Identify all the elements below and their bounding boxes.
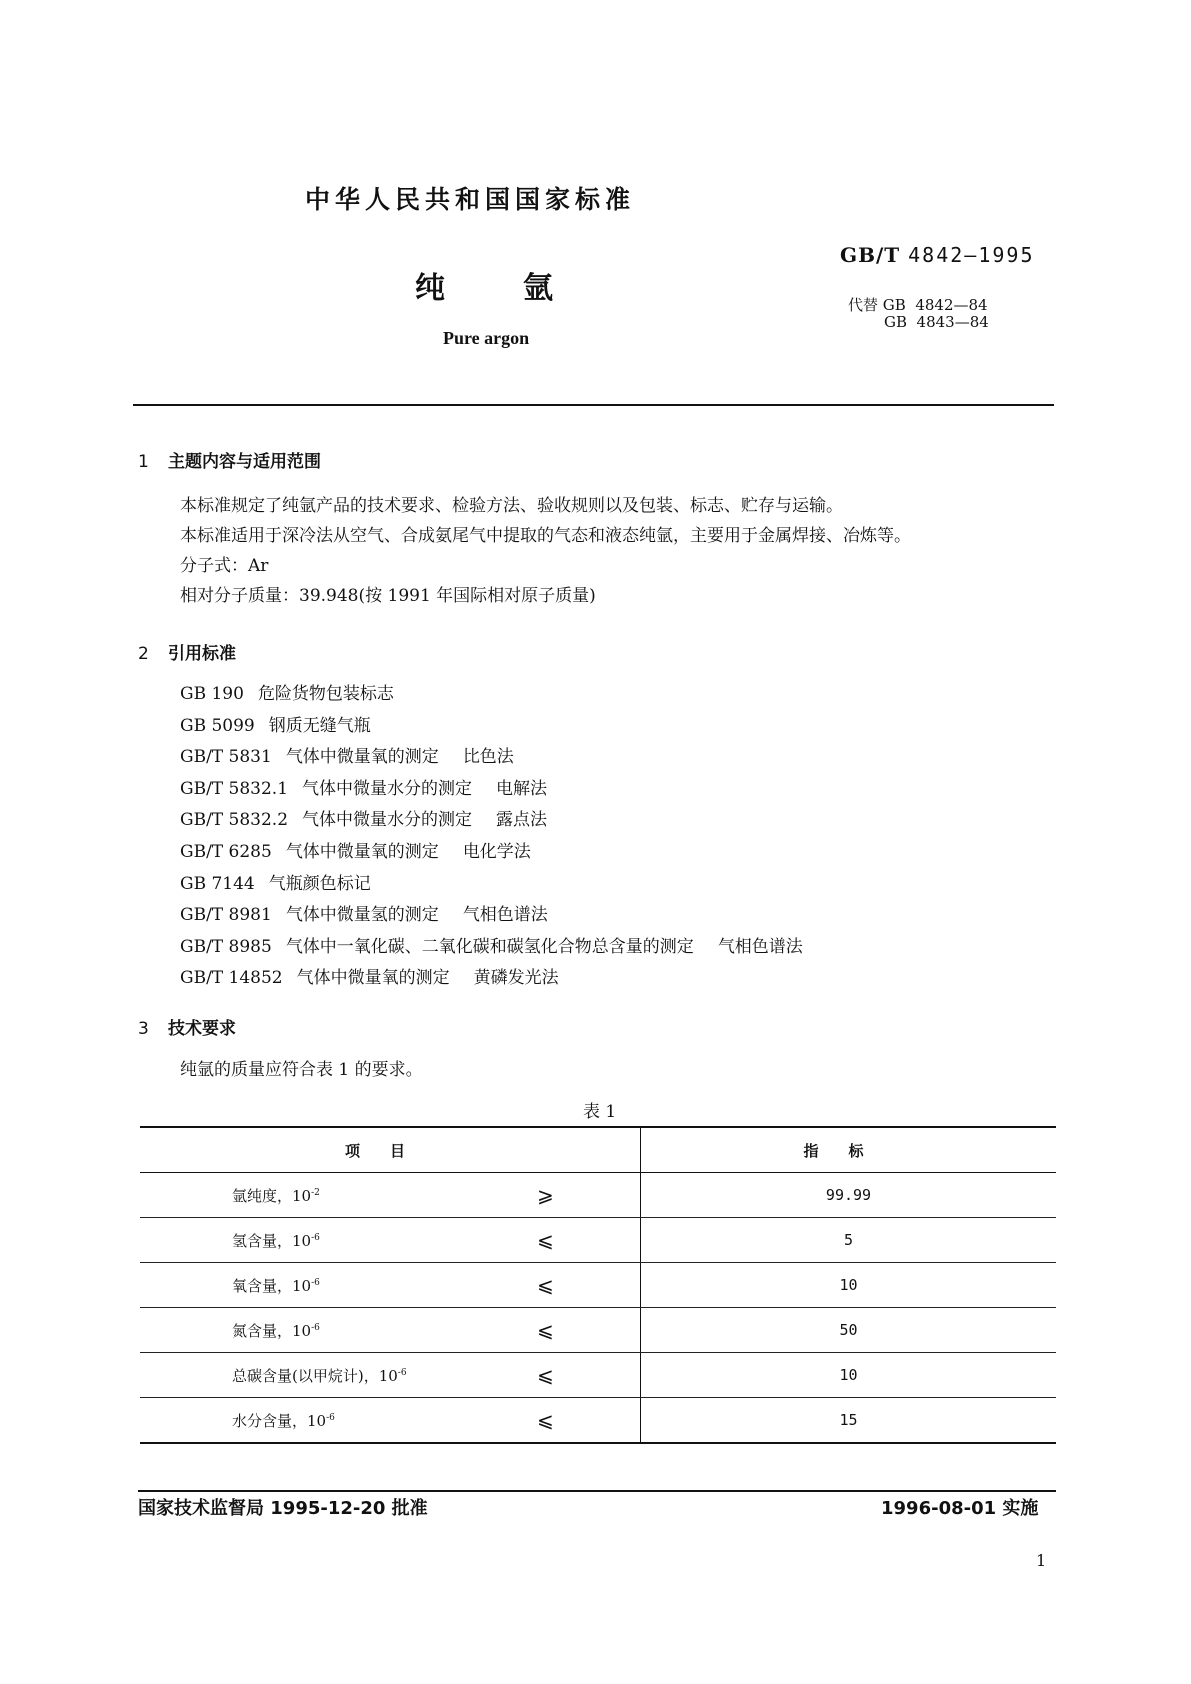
reference-title: 危险货物包装标志 — [257, 684, 394, 704]
reference-title: 钢质无缝气瓶 — [268, 715, 371, 736]
section-number: 1 — [138, 452, 149, 472]
section-3-heading — [138, 1014, 236, 1039]
row-value: 10 — [641, 1263, 1057, 1308]
header-item: 项目 — [140, 1127, 641, 1173]
reference-method: 比色法 — [462, 747, 514, 768]
reference-method: 电化学法 — [462, 841, 531, 862]
table-caption: 表 1 — [583, 1102, 617, 1122]
paragraph: 本标准规定了纯氩产品的技术要求、检验方法、验收规则以及包装、标志、贮存与运输。 — [180, 496, 843, 516]
reference-code: GB/T 6285 — [180, 841, 272, 862]
row-item: 氮含量，$10^{-6}$ — [140, 1308, 537, 1353]
table-row — [140, 1173, 1056, 1218]
row-item: 氢含量，$10^{-6}$ — [140, 1218, 537, 1263]
paragraph: 本标准适用于深冷法从空气、合成氨尾气中提取的气态和液态纯氩，主要用于金属焊接、冶炼等。 — [180, 526, 911, 546]
reference-method: 气相色谱法 — [717, 936, 803, 957]
row-item: 水分含量，$10^{-6}$ — [140, 1398, 537, 1444]
standard-prefix: GB/T — [840, 243, 901, 267]
reference-code: GB/T 8981 — [180, 905, 272, 926]
row-value: 10 — [641, 1353, 1057, 1398]
reference-item — [180, 837, 803, 869]
reference-code: GB 7144 — [180, 873, 255, 894]
header-divider — [133, 404, 1054, 406]
reference-code: GB 190 — [180, 684, 244, 704]
reference-item — [180, 711, 803, 743]
section-3-intro: 纯氩的质量应符合表 1 的要求。 — [180, 1060, 423, 1080]
replaces-block — [848, 297, 989, 331]
reference-method: 黄磷发光法 — [473, 968, 559, 989]
reference-item — [180, 774, 803, 806]
reference-item — [180, 742, 803, 774]
paragraph: 分子式：Ar — [180, 556, 269, 576]
reference-item — [180, 932, 803, 964]
reference-title: 气体中微量水分的测定 — [302, 778, 473, 799]
reference-title: 气体中微量氢的测定 — [285, 905, 439, 926]
page-number: 1 — [1036, 1551, 1047, 1570]
document-title-char-1: 纯 — [415, 271, 445, 306]
reference-code: GB/T 5832.1 — [180, 778, 289, 799]
table-row — [140, 1218, 1056, 1263]
section-1-heading — [138, 447, 321, 472]
table-row — [140, 1398, 1056, 1444]
row-item: 氧含量，$10^{-6}$ — [140, 1263, 537, 1308]
section-title: 技术要求 — [168, 1019, 236, 1039]
row-value: 5 — [641, 1218, 1057, 1263]
table-row — [140, 1308, 1056, 1353]
section-2-heading — [138, 639, 236, 664]
section-number: 3 — [138, 1019, 149, 1039]
reference-method: 气相色谱法 — [462, 905, 548, 926]
section-1-body — [180, 491, 911, 611]
reference-item — [180, 963, 803, 995]
row-value: 50 — [641, 1308, 1057, 1353]
english-title: Pure argon — [443, 328, 530, 348]
section-number: 2 — [138, 644, 149, 664]
reference-title: 气体中微量氧的测定 — [296, 968, 450, 989]
row-value: 99.99 — [641, 1173, 1057, 1218]
reference-method: 露点法 — [496, 810, 548, 831]
reference-title: 气体中微量水分的测定 — [302, 810, 473, 831]
row-operator: ⩽ — [537, 1308, 641, 1353]
reference-title: 气体中一氧化碳、二氧化碳和碳氢化合物总含量的测定 — [285, 936, 694, 957]
standard-number-value: 4842—1995 — [908, 243, 1035, 267]
row-operator: ⩽ — [537, 1263, 641, 1308]
document-title — [415, 263, 553, 307]
section-title: 主题内容与适用范围 — [168, 452, 321, 472]
standard-number — [840, 243, 1035, 267]
standard-header-title: 中华人民共和国国家标准 — [305, 185, 636, 214]
row-operator: ⩽ — [537, 1398, 641, 1444]
reference-title: 气体中微量氧的测定 — [285, 841, 439, 862]
table-row — [140, 1263, 1056, 1308]
reference-code: GB/T 5832.2 — [180, 810, 289, 831]
reference-code: GB/T 14852 — [180, 968, 283, 989]
row-value: 15 — [641, 1398, 1057, 1444]
row-operator: ⩽ — [537, 1218, 641, 1263]
row-item: 总碳含量(以甲烷计)，$10^{-6}$ — [140, 1353, 537, 1398]
reference-title: 气瓶颜色标记 — [268, 873, 371, 894]
replaces-item: GB 4842—84 — [882, 296, 988, 314]
specification-table — [140, 1126, 1056, 1444]
replaces-label: 代替 — [848, 296, 879, 314]
reference-code: GB/T 8985 — [180, 936, 272, 957]
reference-list — [180, 679, 803, 995]
reference-code: GB/T 5831 — [180, 747, 272, 768]
row-operator: ⩾ — [537, 1173, 641, 1218]
effective-date: 1996-08-01 实施 — [881, 1498, 1039, 1519]
reference-item — [180, 679, 803, 711]
paragraph: 相对分子质量：39.948(按 1991 年国际相对原子质量) — [180, 586, 596, 606]
row-operator: ⩽ — [537, 1353, 641, 1398]
approval-line: 国家技术监督局 1995-12-20 批准 — [138, 1498, 428, 1519]
table-row — [140, 1353, 1056, 1398]
reference-code: GB 5099 — [180, 715, 255, 736]
reference-item — [180, 900, 803, 932]
header-value: 指标 — [641, 1127, 1057, 1173]
row-item: 氩纯度，$10^{-2}$ — [140, 1173, 537, 1218]
replaces-item: GB 4843—84 — [884, 313, 989, 331]
table-header-row — [140, 1127, 1056, 1173]
section-title: 引用标准 — [168, 644, 236, 664]
document-title-char-2: 氩 — [523, 271, 553, 306]
reference-item — [180, 869, 803, 901]
footer-divider — [138, 1490, 1056, 1492]
reference-title: 气体中微量氧的测定 — [285, 747, 439, 768]
reference-method: 电解法 — [496, 778, 548, 799]
reference-item — [180, 805, 803, 837]
